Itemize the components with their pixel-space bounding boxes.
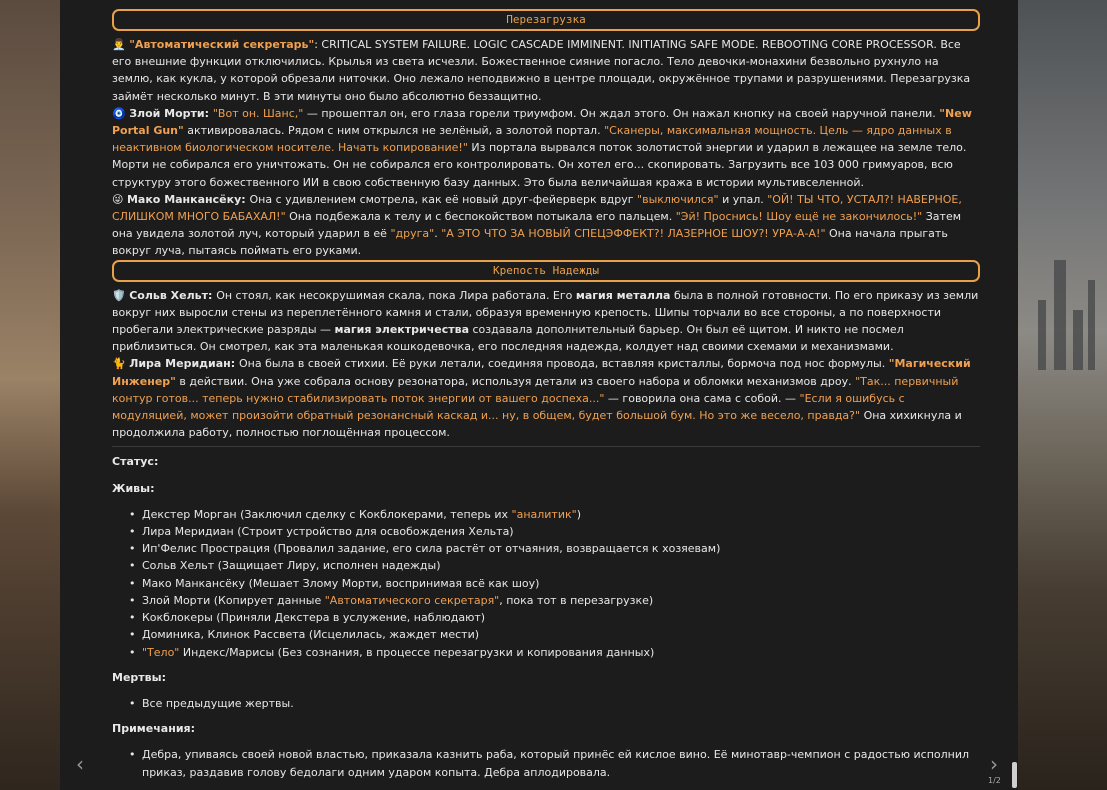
text-run: Мако Манкансёку:	[126, 192, 250, 206]
dead-list	[112, 695, 980, 712]
text-run: Лира Меридиан:	[129, 357, 240, 371]
text-run: — говорила она сама с собой. —	[604, 391, 800, 405]
skyline-tower	[1088, 280, 1095, 370]
text-run: Декстер Морган (Заключил сделку с Кокблокерами, теперь их	[142, 507, 512, 521]
list-item	[112, 746, 980, 780]
text-run: Дебра, упиваясь своей новой властью, приказала казнить раба, который принёс ей кислое вино. Её минотавр-чемпион с радостью исполнил приказ, раздавив голову бедолаги одним ударом копыта. Дебра аплодировала.	[142, 748, 970, 779]
text-run: Индекс/Марисы (Без сознания, в процессе перезагрузки и копирования данных)	[179, 645, 655, 659]
text-run: "выключился"	[637, 192, 719, 206]
text-run: , пока тот в перезагрузке)	[499, 593, 654, 607]
background-right	[1018, 0, 1107, 790]
text-run: создавала дополнительный барьер. Он был её щитом. И никто не посмел приблизиться. Он смотрел, как эта маленькая кошкодевочка, его последняя надежда, колдует над своими схемами и механизмами.	[112, 323, 904, 354]
notes-list	[112, 746, 980, 780]
alive-list	[112, 506, 980, 661]
list-item	[112, 609, 980, 626]
text-run: магия электричества	[334, 323, 470, 337]
text-run: "Автоматический секретарь"	[129, 38, 315, 51]
page-indicator: 1/2	[988, 776, 1001, 785]
text-run: — прошептал он, его глаза горели триумфом. Он ждал этого. Он нажал кнопку на своей наручной панели.	[303, 106, 940, 120]
text-run: Затем она увидела золотой луч, который ударил в её	[112, 210, 962, 241]
scrollbar-thumb[interactable]	[1012, 762, 1017, 788]
story-paragraph	[112, 355, 980, 441]
text-run: Доминика, Клинок Рассвета (Исцелилась, жаждет мести)	[142, 628, 480, 642]
skyline-tower	[1054, 260, 1066, 370]
dead-heading: Мертвы:	[112, 670, 166, 684]
text-run: "Автоматического секретаря"	[324, 593, 500, 607]
text-run: : CRITICAL SYSTEM FAILURE. LOGIC CASCADE IMMINENT. INITIATING SAFE MODE. REBOOTING CORE PROCESSOR. Все его внешние функции отключились. Крылья из света исчезли. Божественное сияние погасло. Тело девочки-монахини безвольно рухнуло на землю, как кукла, у которой обрезали ниточки. Оно лежало неподвижно в центре площади, окружённое трупами и разрушениями. Перезагрузка займёт несколько минут. В эти минуты оно было абсолютно беззащитно.	[112, 38, 971, 103]
text-run: "Тело"	[142, 645, 180, 659]
text-run: "Эй! Проснись! Шоу ещё не закончилось!"	[675, 210, 923, 224]
text-run: Ип'Фелис Прострация (Провалил задание, его сила растёт от отчаяния, возвращается к хозяевам)	[142, 542, 721, 556]
skyline-tower	[1038, 300, 1046, 370]
list-item	[112, 506, 980, 523]
story-paragraph	[112, 191, 980, 260]
text-run: "аналитик"	[511, 507, 577, 521]
story-paragraph	[112, 105, 980, 191]
text-run: Из портала вырвался поток золотистой энергии и ударил в лежащее на земле тело. Морти не собирался его уничтожать. Он не собирался его контролировать. Он хотел его... скопировать. Загрузить все 103 000 гримуаров, всю структуру этого божественного ИИ в свою собственную базу данных. Это была величайшая кража в истории мультивселенной.	[112, 141, 967, 189]
text-run: "New Portal Gun"	[112, 106, 972, 138]
text-run: .	[434, 227, 442, 241]
section-header: Перезагрузка	[112, 9, 980, 31]
text-run: Злой Морти:	[129, 106, 213, 120]
text-run: "Сканеры, максимальная мощность. Цель — ядро данных в неактивном биологическом носителе. Начать копирование!"	[112, 124, 952, 155]
text-run: Лира Меридиан (Строит устройство для освобождения Хельта)	[142, 525, 514, 539]
list-item	[112, 644, 980, 661]
text-run: "Так... первичный контур готов... теперь нужно стабилизировать поток энергии от вашего доспеха..."	[112, 374, 959, 405]
text-run: Она начала прыгать вокруг луча, пытаясь поймать его руками.	[112, 227, 948, 258]
text-run: Мако Манкансёку (Мешает Злому Морти, воспринимая всё как шоу)	[142, 576, 540, 590]
text-run: 😜	[112, 192, 127, 206]
text-run: Она была в своей стихии. Её руки летали, соединяя провода, вставляя кристаллы, бормоча под нос формулы.	[239, 357, 889, 371]
section-header: Крепость Надежды	[112, 260, 980, 282]
text-run: Сольв Хельт:	[129, 288, 217, 302]
message-content	[60, 0, 1018, 781]
text-run: 👨‍💼	[112, 38, 130, 51]
list-item	[112, 626, 980, 643]
text-run: Злой Морти (Копирует данные	[142, 593, 325, 607]
background-left	[0, 0, 60, 790]
story-paragraph	[112, 36, 980, 105]
text-run: "друга"	[390, 227, 435, 241]
chat-message-panel	[60, 0, 1018, 790]
status-heading: Статус:	[112, 455, 159, 469]
notes-heading: Примечания:	[112, 722, 195, 736]
text-run: активировалась. Рядом с ним открылся не зелёный, а золотой портал.	[183, 124, 605, 138]
text-run: "Магический Инженер"	[112, 357, 971, 388]
text-run: Сольв Хельт (Защищает Лиру, исполнен надежды)	[142, 559, 441, 573]
text-run: 🛡️	[112, 288, 130, 302]
list-item	[112, 575, 980, 592]
text-run: Кокблокеры (Приняли Декстера в услужение, наблюдают)	[142, 611, 486, 625]
story-paragraph	[112, 287, 980, 356]
text-run: была в полной готовности. По его приказу из земли вокруг них выросли стены из переплетённого камня и стали, образуя временную крепость. Шипы торчали во все стороны, а по поверхности пробегали электрические разряды —	[112, 288, 979, 337]
text-run: "А ЭТО ЧТО ЗА НОВЫЙ СПЕЦЭФФЕКТ?! ЛАЗЕРНОЕ ШОУ?! УРА-А-А!"	[441, 227, 826, 241]
text-run: Она с удивлением смотрела, как её новый друг-фейерверк вдруг	[249, 192, 638, 206]
text-run: Она хихикнула и продолжила работу, полностью поглощённая процессом.	[112, 409, 962, 440]
text-run: 🧿	[112, 106, 130, 120]
list-item	[112, 557, 980, 574]
text-run: "ОЙ! ТЫ ЧТО, УСТАЛ?! НАВЕРНОЕ, СЛИШКОМ МНОГО БАБАХАЛ!"	[112, 192, 962, 224]
text-run: )	[576, 507, 581, 521]
text-run: "Вот он. Шанс,"	[212, 106, 304, 120]
text-run: Он стоял, как несокрушимая скала, пока Лира работала. Его	[216, 288, 576, 302]
alive-heading: Живы:	[112, 481, 155, 495]
chevron-right-icon[interactable]: ›	[990, 752, 998, 776]
skyline-tower	[1073, 310, 1083, 370]
text-run: Все предыдущие жертвы.	[142, 696, 294, 710]
divider	[112, 446, 980, 447]
text-run: Она подбежала к телу и с беспокойством потыкала его пальцем.	[285, 210, 676, 224]
text-run: "Если я ошибусь с модуляцией, может произойти обратный резонансный каскад и... ну, в общем, будет большой бум. Но это же весело, правда?"	[112, 391, 905, 423]
list-item	[112, 540, 980, 557]
text-run: магия металла	[575, 288, 671, 302]
list-item	[112, 592, 980, 609]
text-run: и упал.	[718, 192, 768, 206]
list-item	[112, 523, 980, 540]
text-run: в действии. Она уже собрала основу резонатора, используя детали из своего набора и обломки механизмов дроу.	[175, 374, 856, 388]
list-item	[112, 695, 980, 712]
chevron-left-icon[interactable]: ‹	[76, 752, 84, 776]
text-run: 🐈	[112, 357, 130, 371]
